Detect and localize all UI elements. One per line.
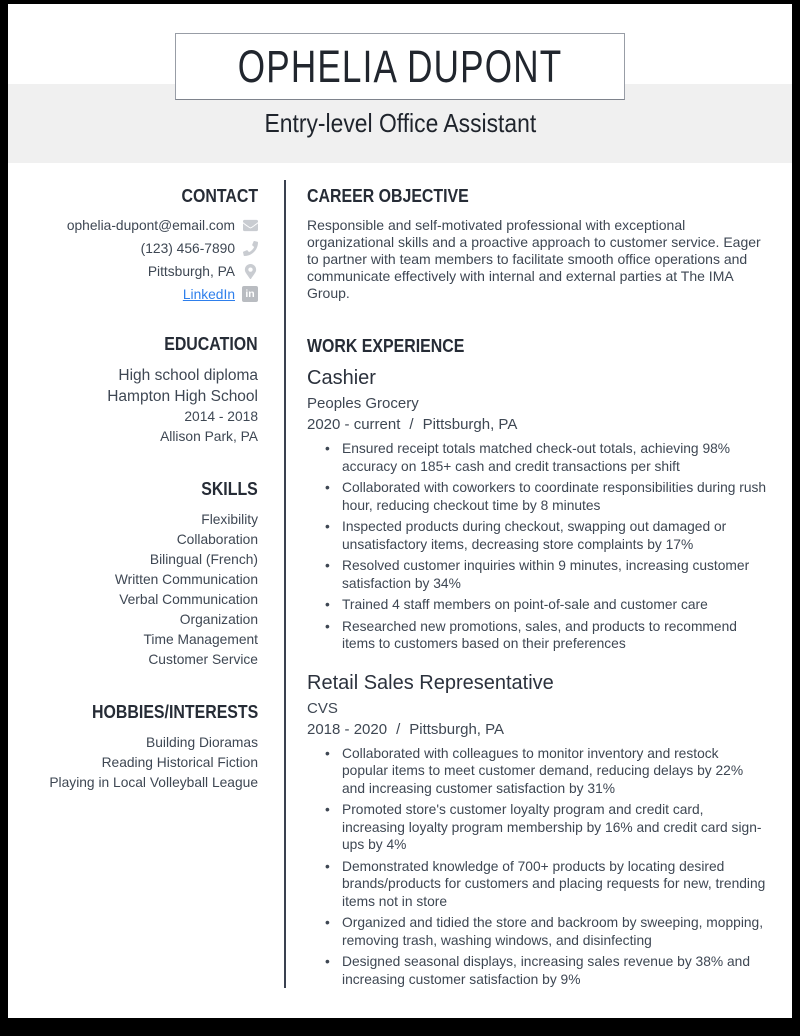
hobby-item: Building Dioramas: [146, 735, 258, 750]
contact-item: [18, 263, 258, 279]
education-dates: 2014 - 2018: [184, 409, 258, 424]
skill-item: Collaboration: [176, 532, 258, 547]
job-entry: [307, 367, 768, 653]
contact-heading: CONTACT: [181, 185, 258, 206]
contact-item: [18, 286, 258, 302]
candidate-job-title: Entry-level Office Assistant: [264, 108, 536, 138]
bullet-item: • Organized and tidied the store and backroom by sweeping, mopping, removing trash, washing windows, and disinfecting: [342, 914, 768, 949]
skills-list: [18, 510, 258, 670]
career-objective-heading: CAREER OBJECTIVE: [307, 185, 469, 206]
contact-text: Pittsburgh, PA: [147, 263, 235, 279]
name-box: [175, 33, 625, 100]
job-dates: 2020 - current: [307, 416, 401, 433]
candidate-name: OPHELIA DUPONT: [237, 40, 563, 92]
resume-header: [8, 4, 792, 163]
work-experience-section: [307, 335, 768, 988]
education-degree: High school diploma: [118, 367, 258, 384]
resume-body: [8, 163, 792, 1007]
bullet-item: • Trained 4 staff members on point-of-sale and customer care: [342, 596, 768, 614]
skill-item: Customer Service: [148, 652, 258, 667]
hobbies-section: [18, 701, 258, 793]
skill-item: Flexibility: [201, 512, 258, 527]
bullet-item: • Resolved customer inquiries within 9 minutes, increasing customer satisfaction by 34%: [342, 557, 768, 592]
dates-location-separator: /: [409, 416, 414, 433]
job-dates-location: [307, 416, 768, 433]
job-title: Cashier: [307, 367, 376, 389]
bullet-item: • Promoted store's customer loyalty program and credit card, increasing loyalty program membership by 16% and credit card sign-ups by 4%: [342, 801, 768, 854]
contact-text: ophelia-dupont@email.com: [66, 217, 235, 233]
main-column: [284, 163, 792, 1007]
skills-heading: SKILLS: [201, 478, 258, 499]
contact-section: [18, 185, 258, 302]
location-pin-icon: [242, 263, 258, 279]
skill-item: Time Management: [143, 632, 258, 647]
bullet-item: • Demonstrated knowledge of 700+ products by locating desired brands/products for customers and placing requests for new, trending items not in store: [342, 858, 768, 911]
skill-item: Written Communication: [114, 572, 258, 587]
bullet-item: • Researched new promotions, sales, and products to recommend items to customers based on their preferences: [342, 618, 768, 653]
bullet-item: • Ensured receipt totals matched check-out totals, achieving 98% accuracy on 185+ cash and credit transactions per shift: [342, 440, 768, 475]
skill-item: Verbal Communication: [119, 592, 258, 607]
career-objective-text: Responsible and self-motivated professional with exceptional organizational skills and a proactive approach to customer service. Eager to partner with team members to facilitate smooth office operations and communicate effectively with internal and external parties at The IMA Group.: [307, 217, 761, 301]
hobbies-heading: HOBBIES/INTERESTS: [91, 701, 258, 722]
work-experience-heading: WORK EXPERIENCE: [307, 335, 465, 356]
skill-item: Organization: [179, 612, 258, 627]
jobs-container: [307, 367, 768, 988]
company-name: Peoples Grocery: [307, 395, 419, 412]
career-objective-section: [307, 185, 768, 302]
job-location: Pittsburgh, PA: [422, 416, 518, 433]
bullet-item: • Designed seasonal displays, increasing sales revenue by 38% and increasing customer satisfaction by 9%: [342, 953, 768, 988]
education-school: Hampton High School: [107, 388, 258, 405]
contact-item: [18, 217, 258, 233]
envelope-icon: [242, 217, 258, 233]
linkedin-link[interactable]: LinkedIn: [182, 286, 235, 302]
sidebar: [8, 163, 284, 824]
hobbies-list: [18, 733, 258, 793]
skills-section: [18, 478, 258, 670]
education-heading: EDUCATION: [164, 333, 258, 354]
column-divider: [284, 180, 286, 988]
contact-list: [18, 217, 258, 302]
contact-text: (123) 456-7890: [140, 240, 235, 256]
job-entry: [307, 672, 768, 989]
hobby-item: Reading Historical Fiction: [101, 755, 258, 770]
hobby-item: Playing in Local Volleyball League: [49, 775, 258, 790]
contact-item: [18, 240, 258, 256]
bullet-item: • Inspected products during checkout, swapping out damaged or unsatisfactory items, decreasing store complaints by 17%: [342, 518, 768, 553]
bullet-item: • Collaborated with coworkers to coordinate responsibilities during rush hour, reducing checkout time by 8 minutes: [342, 479, 768, 514]
education-section: [18, 333, 258, 447]
dates-location-separator: /: [396, 720, 401, 738]
bullet-item: • Collaborated with colleagues to monitor inventory and restock popular items to meet customer demand, reducing delays by 22% and increasing customer satisfaction by 31%: [342, 745, 768, 798]
resume-page: [8, 4, 792, 1018]
job-dates: 2018 - 2020: [307, 720, 388, 738]
company-name: CVS: [307, 699, 338, 717]
job-location: Pittsburgh, PA: [409, 720, 505, 738]
job-dates-location: [307, 721, 768, 738]
job-bullets: [307, 440, 768, 653]
job-title: Retail Sales Representative: [307, 671, 554, 694]
phone-icon: [242, 240, 258, 256]
job-bullets: [307, 745, 768, 989]
education-location: Allison Park, PA: [160, 429, 258, 444]
skill-item: Bilingual (French): [149, 552, 258, 567]
linkedin-icon: in: [242, 286, 258, 302]
